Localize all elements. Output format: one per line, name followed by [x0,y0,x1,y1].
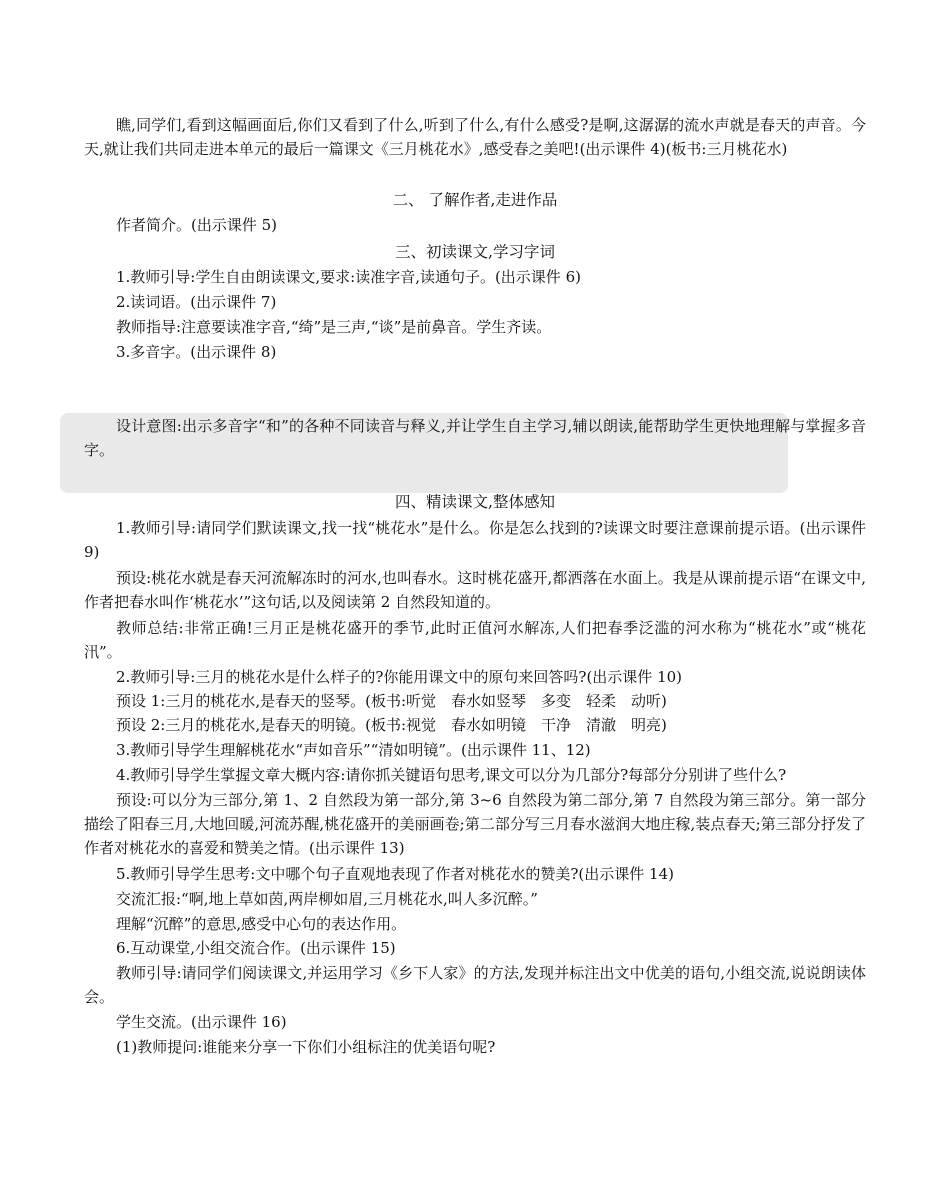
author-intro-paragraph: 作者简介。(出示课件 5) [116,216,278,234]
s4-paragraph-14: 教师引导:请同学们阅读课文,并运用学习《乡下人家》的方法,发现并标注出文中优美的语句,小组交流,说说朗读体会。 [84,964,866,1006]
s4-paragraph-2: 预设:桃花水就是春天河流解冻时的河水,也叫春水。这时桃花盛开,都洒落在水面上。我是从课前提示语“在课文中,作者把春水叫作‘桃花水’”这句话,以及阅读第 2 自然段知道的。 [84,569,866,611]
s4-paragraph-1: 1.教师引导:请同学们默读课文,找一找“桃花水”是什么。你是怎么找到的?读课文时要注意课前提示语。(出示课件 9) [84,519,866,561]
design-intent-text: 设计意图:出示多音字“和”的各种不同读音与释义,并让学生自主学习,辅以朗读,能帮助学生更快地理解与掌握多音字。 [84,417,866,459]
s4-paragraph-16: (1)教师提问:谁能来分享一下你们小组标注的优美语句呢? [116,1038,496,1056]
s4-paragraph-5: 预设 1:三月的桃花水,是春天的竖琴。(板书:听觉 春水如竖琴 多变 轻柔 动听) [116,692,667,710]
s4-paragraph-10: 5.教师引导学生思考:文中哪个句子直观地表现了作者对桃花水的赞美?(出示课件 14) [116,865,674,883]
s4-paragraph-4: 2.教师引导:三月的桃花水是什么样子的?你能用课文中的原句来回答吗?(出示课件 10) [116,668,683,686]
s4-paragraph-7: 3.教师引导学生理解桃花水“声如音乐”“清如明镜”。(出示课件 11、12) [116,741,591,759]
s4-paragraph-8: 4.教师引导学生掌握文章大概内容:请你抓关键语句思考,课文可以分为几部分?每部分分别讲了些什么? [116,766,787,784]
s3-paragraph-3: 教师指导:注意要读准字音,“绮”是三声,“谈”是前鼻音。学生齐读。 [116,318,552,336]
section-4-heading: 四、精读课文,整体感知 [395,493,555,511]
s3-paragraph-4: 3.多音字。(出示课件 8) [116,343,277,361]
s4-paragraph-3: 教师总结:非常正确!三月正是桃花盛开的季节,此时正值河水解冻,人们把春季泛滥的河水称为“桃花水”或“桃花汛”。 [84,619,866,661]
section-3-heading: 三、初读课文,学习字词 [395,243,555,261]
intro-paragraph: 瞧,同学们,看到这幅画面后,你们又看到了什么,听到了什么,有什么感受?是啊,这潺潺的流水声就是春天的声音。今天,就让我们共同走进本单元的最后一篇课文《三月桃花水》,感受春之美吧!(出示课件 4)(板书:三月桃花水) [84,116,866,158]
s4-paragraph-15: 学生交流。(出示课件 16) [116,1013,287,1031]
s4-paragraph-11: 交流汇报:“啊,地上草如茵,两岸柳如眉,三月桃花水,叫人多沉醉。” [116,890,538,908]
s4-paragraph-12: 理解“沉醉”的意思,感受中心句的表达作用。 [116,915,407,933]
section-2-heading: 二、 了解作者,走进作品 [392,191,558,209]
s4-paragraph-13: 6.互动课堂,小组交流合作。(出示课件 15) [116,939,396,957]
s4-paragraph-6: 预设 2:三月的桃花水,是春天的明镜。(板书:视觉 春水如明镜 干净 清澈 明亮) [116,716,667,734]
s3-paragraph-2: 2.读词语。(出示课件 7) [116,293,277,311]
s3-paragraph-1: 1.教师引导:学生自由朗读课文,要求:读准字音,读通句子。(出示课件 6) [116,268,581,286]
s4-paragraph-9: 预设:可以分为三部分,第 1、2 自然段为第一部分,第 3~6 自然段为第二部分,第 7 自然段为第三部分。第一部分描绘了阳春三月,大地回暖,河流苏醒,桃花盛开的美丽画卷;第二部分写三月春水滋润大地庄稼,装点春天;第三部分抒发了作者对桃花水的喜爱和赞美之情。(出示课件 13) [84,791,866,857]
